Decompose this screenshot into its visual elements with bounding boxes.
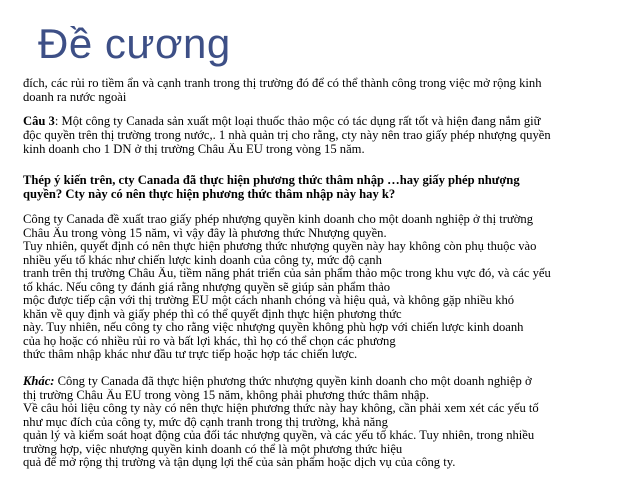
paragraph-question-prompt <box>23 174 520 202</box>
slide-title: Đề cương <box>38 20 231 67</box>
question-text: : Một công ty Canada sản xuất một loại thuốc thảo mộc có tác dụng rất tốt và hiện đang nắm giữ <box>54 115 541 128</box>
text-line: Công ty Canada đề xuất trao giấy phép nhượng quyền kinh doanh cho một doanh nghiệp ở thị trường <box>23 213 534 226</box>
text-line: Về câu hỏi liệu công ty này có nên thực hiện phương thức này hay không, cần phải xem xét các yếu tố <box>23 402 539 415</box>
question-label: Câu 3 <box>23 115 55 128</box>
text-line: đích, các rủi ro tiềm ẩn và cạnh tranh trong thị trường đó để có thể thành công trong việc mở rộng kinh <box>23 77 542 90</box>
text-line <box>23 375 539 389</box>
text-line: khăn về quy định và giấy phép thì có thể quyết định thực hiện phương thức <box>23 307 402 321</box>
text-line: Châu Âu trong vòng 15 năm, vì vậy đây là phương thức Nhượng quyền. <box>23 226 387 240</box>
text-line: thức thâm nhập khác như đầu tư trực tiếp hoặc hợp tác chiến lược. <box>23 348 358 361</box>
other-text: Công ty Canada đã thực hiện phương thức nhượng quyền kinh doanh cho một doanh nghiệp ở <box>54 375 532 388</box>
text-line: tranh trên thị trường Châu Âu, tiềm năng phát triển của sản phẩm thảo mộc trong khu vực đó, và các yếu <box>23 267 551 280</box>
paragraph-answer <box>23 213 551 362</box>
text-line: này. Tuy nhiên, nếu công ty cho rằng việc nhượng quyền không phù hợp với chiến lược kinh doanh <box>23 321 524 334</box>
text-line: tố khác. Nếu công ty đánh giá rằng nhượng quyền sẽ giúp sản phẩm thảo <box>23 280 391 294</box>
text-line: của họ hoặc có nhiều rủi ro và bất lợi khác, thì họ có thể chọn các phương <box>23 334 396 348</box>
text-line: kinh doanh cho 1 DN ở thị trường Châu Âu EU trong vòng 15 năm. <box>23 142 365 156</box>
other-label: Khác: <box>23 375 55 388</box>
text-line: quả để mở rộng thị trường và tận dụng lợi thế của sản phẩm hoặc dịch vụ của công ty. <box>23 456 456 469</box>
text-line: thị trường Châu Âu EU trong vòng 15 năm, không phải phương thức thâm nhập. <box>23 388 429 402</box>
text-line: doanh ra nước ngoài <box>23 90 127 104</box>
text-line: Tuy nhiên, quyết định có nên thực hiện phương thức nhượng quyền này hay không còn phụ thuộc vào <box>23 240 537 253</box>
paragraph-other <box>23 375 539 470</box>
text-line <box>23 115 551 129</box>
text-line: quản lý và kiểm soát hoạt động của đối tác nhượng quyền, và các yếu tố khác. Tuy nhiên, trong nhiều <box>23 429 535 442</box>
text-line: như mục đích của công ty, mức độ cạnh tranh trong thị trường, khả năng <box>23 415 388 429</box>
text-line: Thép ý kiến trên, cty Canada đã thực hiện phương thức thâm nhập …hay giấy phép nhượng <box>23 174 520 187</box>
paragraph-question-3 <box>23 115 551 156</box>
paragraph-intro <box>23 77 542 105</box>
text-line: trường hợp, việc nhượng quyền kinh doanh có thể là một phương thức hiệu <box>23 442 403 456</box>
text-line: quyền? Cty này có nên thực hiện phương thức thâm nhập này hay k? <box>23 187 396 201</box>
text-line: độc quyền trên thị trường trong nước,. 1 nhà quản trị cho rằng, cty này nên trao giấy phép nhượng quyền <box>23 128 551 142</box>
text-line: nhiều yếu tố khác như chiến lược kinh doanh của công ty, mức độ cạnh <box>23 253 382 267</box>
text-line: mộc được tiếp cận với thị trường EU một cách nhanh chóng và hiệu quả, và không gặp nhiều khó <box>23 294 515 307</box>
